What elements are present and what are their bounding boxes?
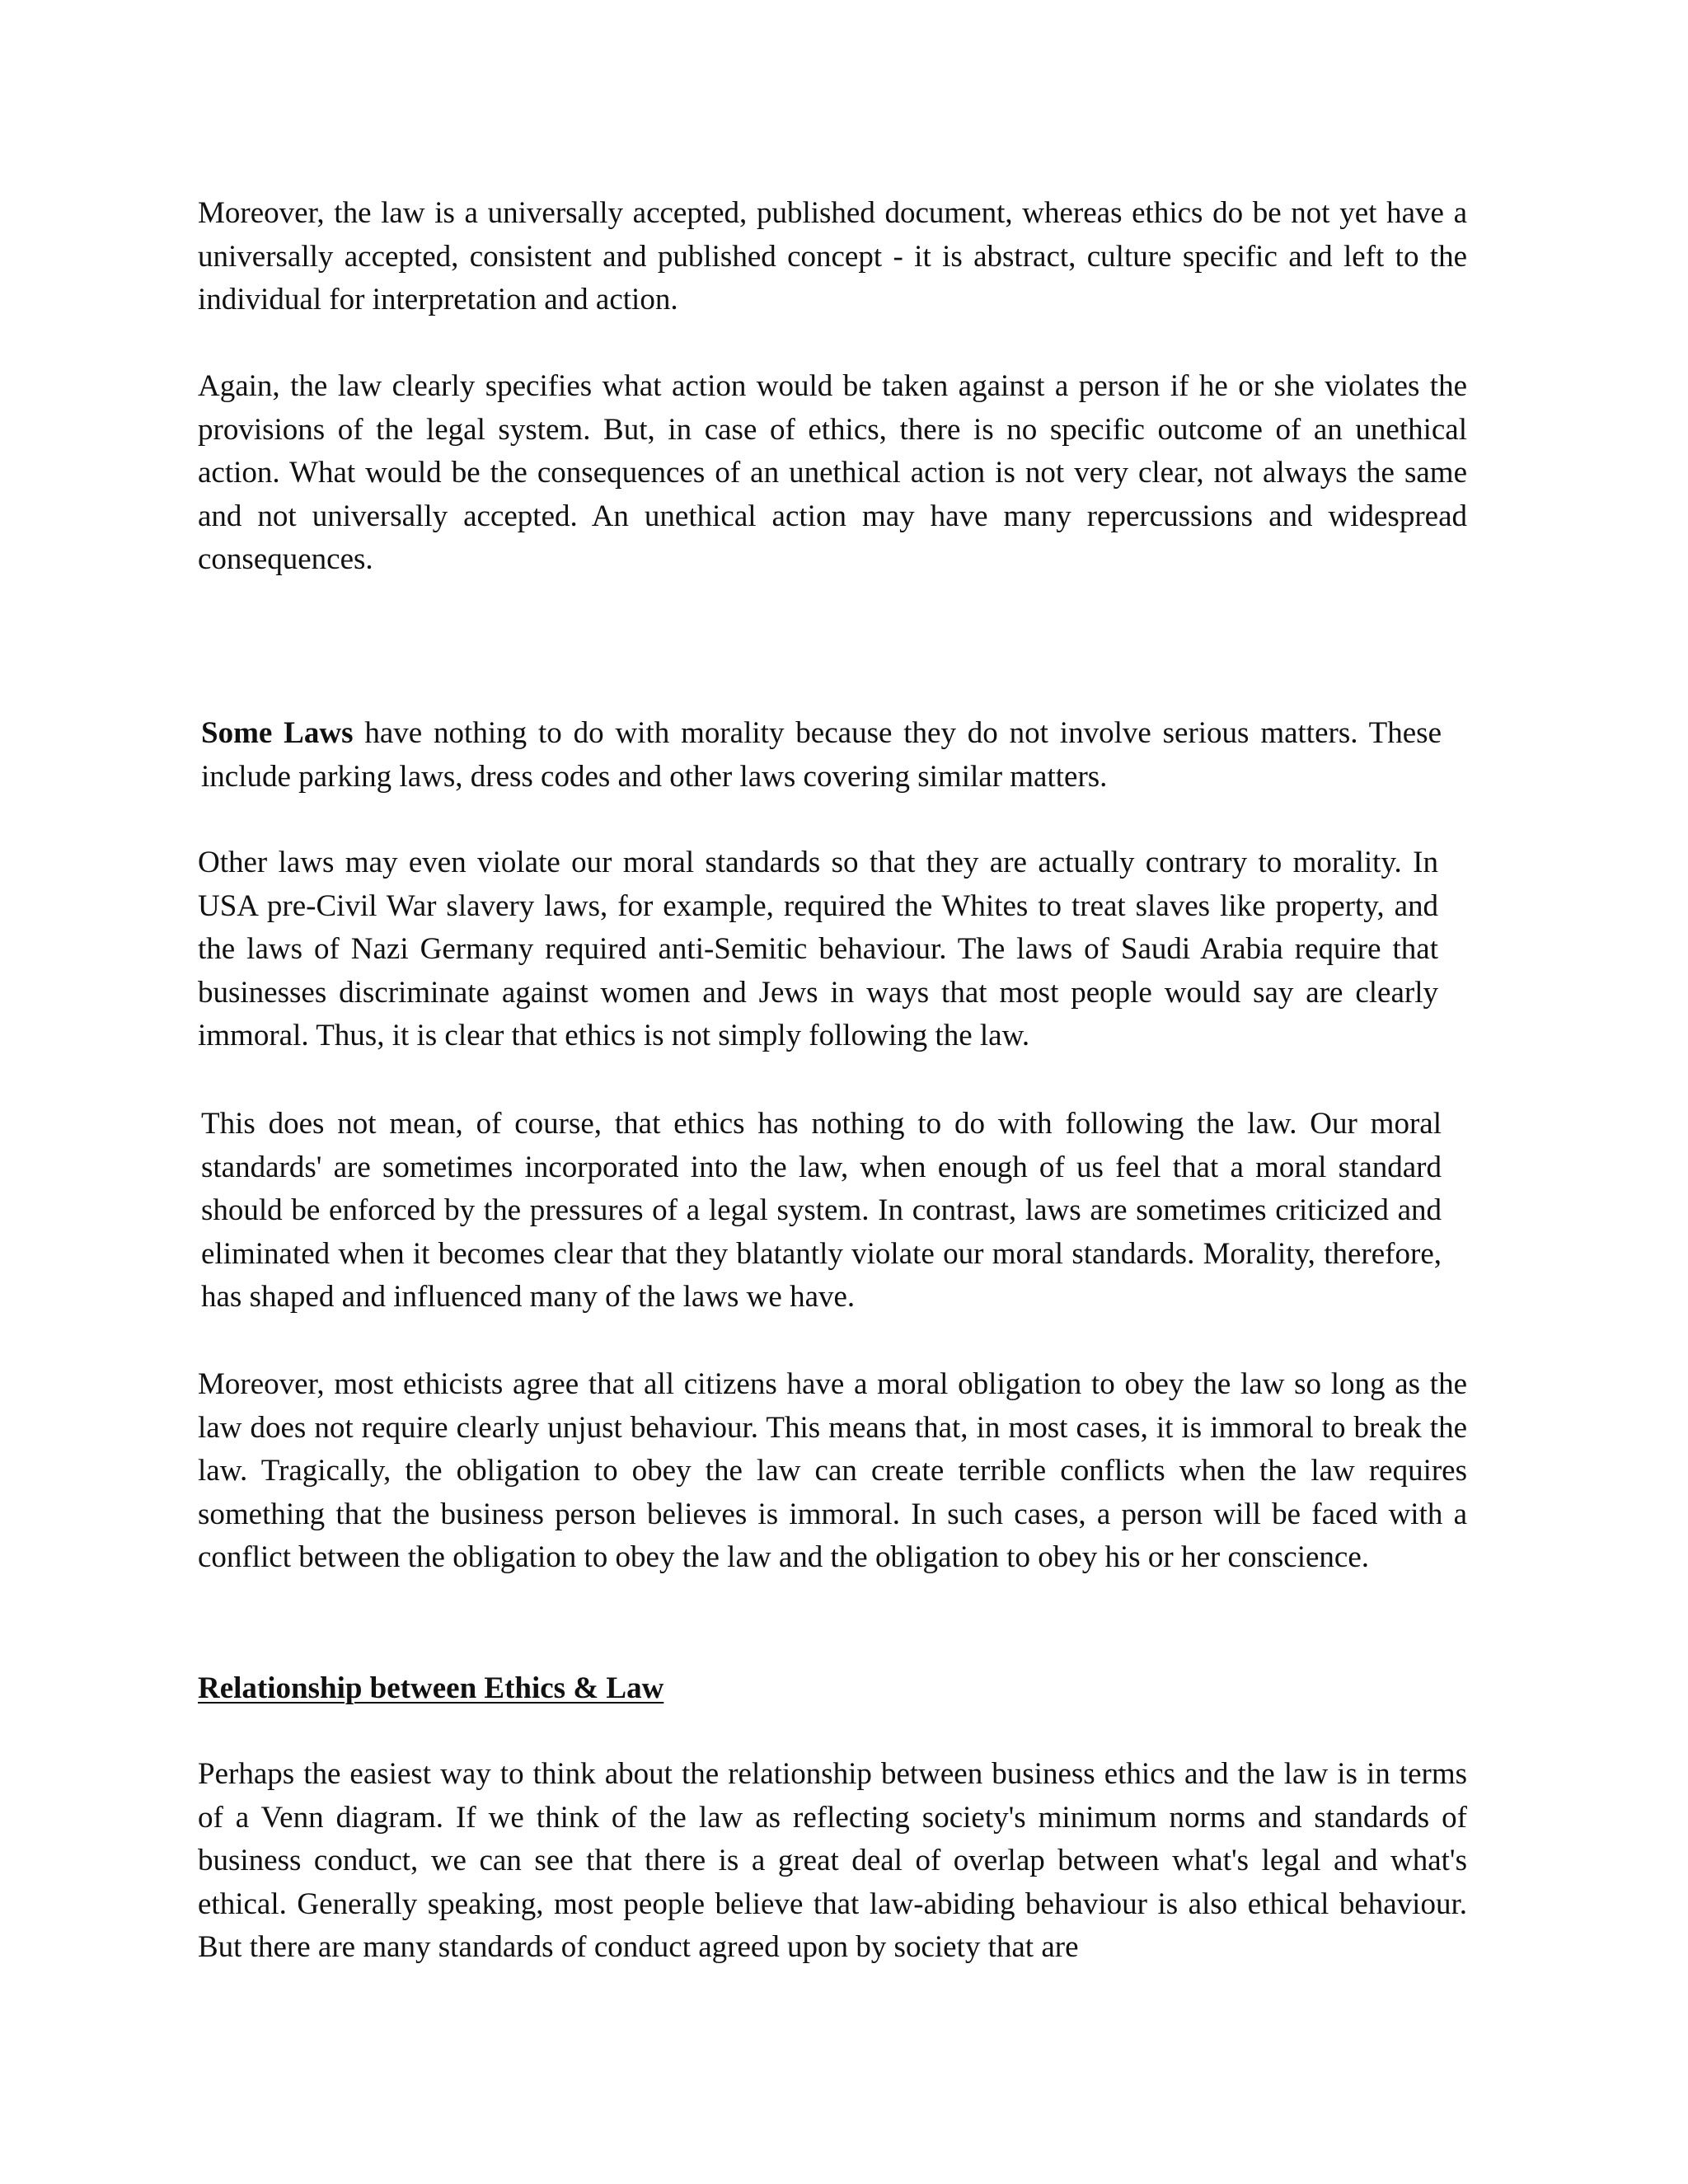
some-laws-bold-lead: Some Laws [201, 716, 354, 750]
paragraph-law-universally-accepted: Moreover, the law is a universally accepted, published document, whereas ethics do be not yet have a universally accepted, consistent and published concept - it is abstract, culture specific and left to the individual for interpretation and action. [198, 196, 1467, 316]
some-laws-text: have nothing to do with morality because they do not involve serious matters. These include parking laws, dress codes and other laws covering similar matters. [201, 716, 1442, 794]
paragraph-some-laws [201, 712, 1442, 799]
section-heading-relationship: Relationship between Ethics & Law [198, 1671, 664, 1705]
paragraph-other-laws-violate: Other laws may even violate our moral standards so that they are actually contrary to morality. In USA pre-Civil War slavery laws, for example, required the Whites to treat slaves like property, and the laws of Nazi Germany required anti-Semitic behaviour. The laws of Saudi Arabia require that businesses discriminate against women and Jews in ways that most people would say are clearly immoral. Thus, it is clear that ethics is not simply following the law. [198, 846, 1438, 1052]
paragraph-venn-diagram: Perhaps the easiest way to think about the relationship between business ethics and the law is in terms of a Venn diagram. If we think of the law as reflecting society's minimum norms and standards of business conduct, we can see that there is a great deal of overlap between what's legal and what's ethical. Generally speaking, most people believe that law-abiding behaviour is also ethical behaviour. But there are many standards of conduct agreed upon by society that are [198, 1757, 1467, 1964]
paragraph-law-specifies-action: Again, the law clearly specifies what action would be taken against a person if he or she violates the provisions of the legal system. But, in case of ethics, there is no specific outcome of an unethical action. What would be the consequences of an unethical action is not very clear, not always the same and not universally accepted. An unethical action may have many repercussions and widespread consequences. [198, 369, 1467, 576]
paragraph-moral-obligation: Moreover, most ethicists agree that all citizens have a moral obligation to obey the law so long as the law does not require clearly unjust behaviour. This means that, in most cases, it is immoral to break the law. Tragically, the obligation to obey the law can create terrible conflicts when the law requires something that the business person believes is immoral. In such cases, a person will be faced with a conflict between the obligation to obey the law and the obligation to obey his or her conscience. [198, 1367, 1467, 1574]
paragraph-ethics-and-following-law: This does not mean, of course, that ethics has nothing to do with following the law. Our moral standards' are sometimes incorporated into the law, when enough of us feel that a moral standard should be enforced by the pressures of a legal system. In contrast, laws are sometimes criticized and eliminated when it becomes clear that they blatantly violate our moral standards. Morality, therefore, has shaped and influenced many of the laws we have. [201, 1107, 1442, 1314]
